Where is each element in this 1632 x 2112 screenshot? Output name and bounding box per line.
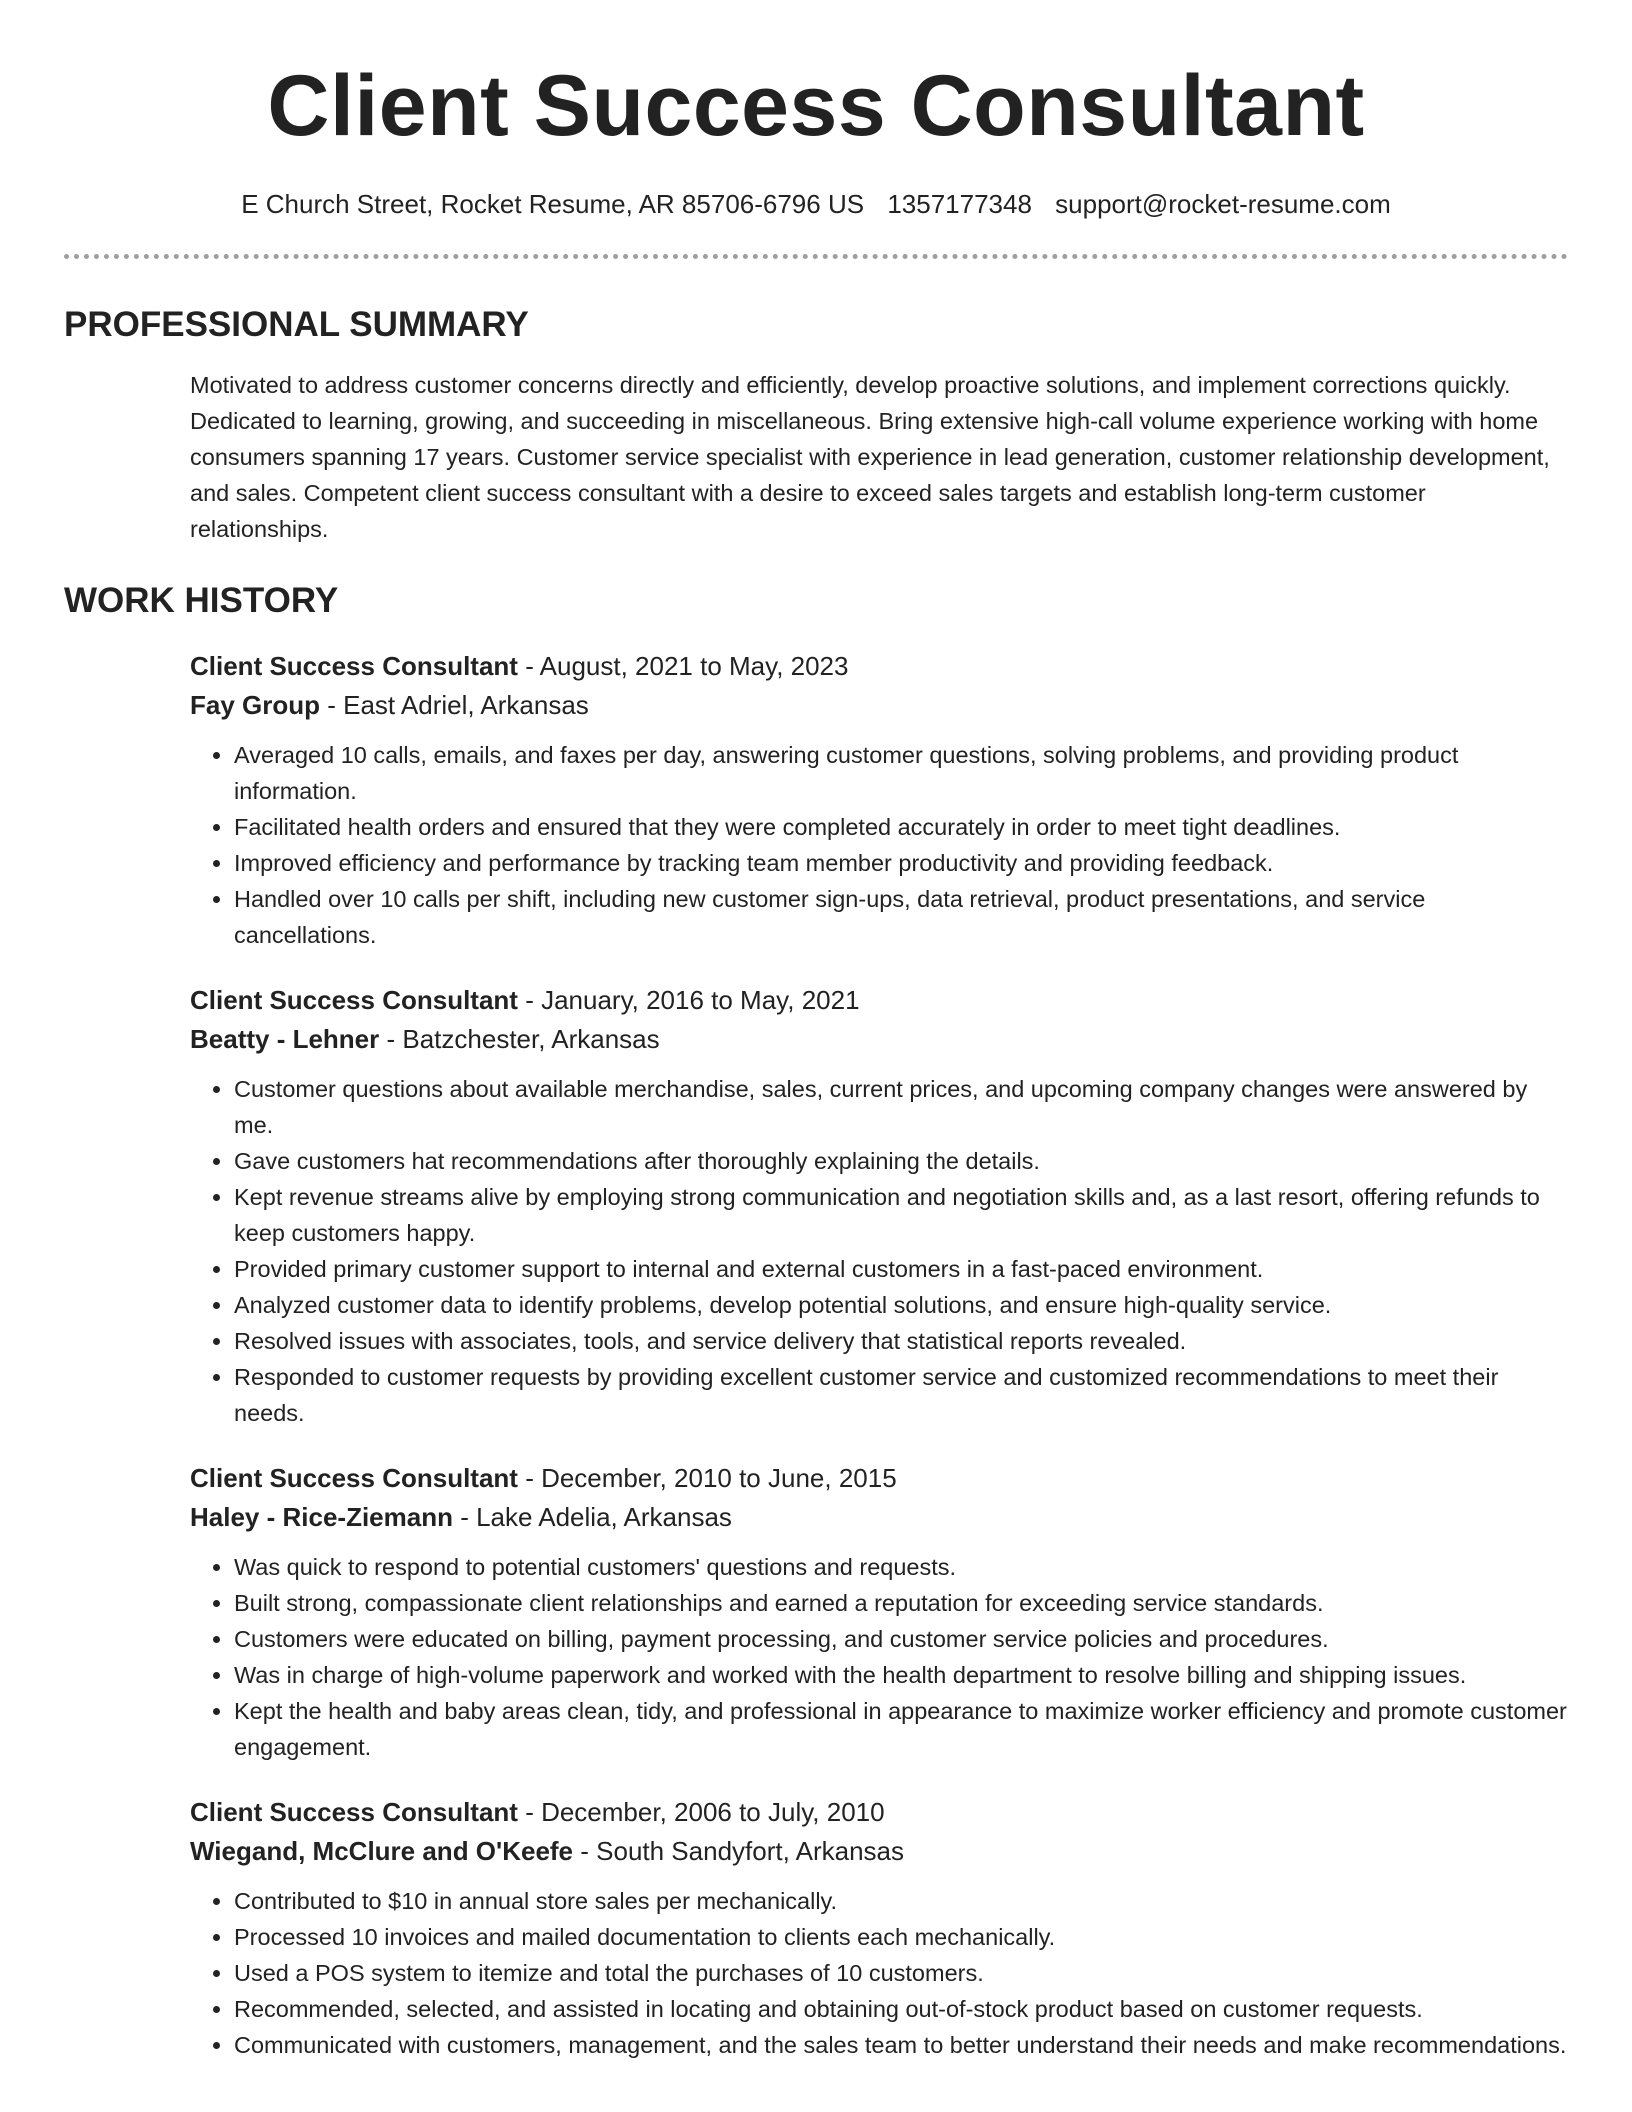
job-entry xyxy=(190,981,1568,1431)
job-dates: - December, 2010 to June, 2015 xyxy=(517,1463,897,1493)
job-entry xyxy=(190,1459,1568,1765)
job-duty-item: • Built strong, compassionate client relationships and earned a reputation for exceeding service standards. xyxy=(234,1585,1568,1621)
header-divider xyxy=(64,254,1568,259)
job-location: - South Sandyfort, Arkansas xyxy=(573,1836,904,1866)
job-company: Wiegand, McClure and O'Keefe xyxy=(190,1836,574,1866)
job-company: Beatty - Lehner xyxy=(190,1024,380,1054)
job-entry xyxy=(190,647,1568,953)
job-title-line xyxy=(190,981,1568,1020)
job-location: - East Adriel, Arkansas xyxy=(320,690,589,720)
job-title-line xyxy=(190,1459,1568,1498)
job-title-line xyxy=(190,1793,1568,1832)
summary-text: Motivated to address customer concerns directly and efficiently, develop proactive solutions, and implement corrections quickly. Dedicated to learning, growing, and succeeding in miscellaneous. Bring extensive high-call volume experience working with home consumers spanning 17 years. Customer service specialist with experience in lead generation, customer relationship development, and sales. Competent client success consultant with a desire to exceed sales targets and establish long-term customer relationships. xyxy=(190,372,1550,542)
job-duty-item: • Customers were educated on billing, payment processing, and customer service policies and procedures. xyxy=(234,1621,1568,1657)
job-duty-item: • Kept the health and baby areas clean, tidy, and professional in appearance to maximize worker efficiency and promote customer engagement. xyxy=(234,1693,1568,1765)
job-duty-item: • Gave customers hat recommendations after thoroughly explaining the details. xyxy=(234,1143,1568,1179)
job-location: - Lake Adelia, Arkansas xyxy=(452,1502,732,1532)
contact-line xyxy=(64,184,1568,224)
job-duties-list xyxy=(190,1549,1568,1765)
job-duty-item: • Analyzed customer data to identify problems, develop potential solutions, and ensure high-quality service. xyxy=(234,1287,1568,1323)
job-role: Client Success Consultant xyxy=(190,1463,518,1493)
job-duty-item: • Improved efficiency and performance by tracking team member productivity and providing feedback. xyxy=(234,845,1568,881)
job-company-line xyxy=(190,1020,1568,1059)
job-company-line xyxy=(190,686,1568,725)
job-duty-item: • Processed 10 invoices and mailed documentation to clients each mechanically. xyxy=(234,1919,1568,1955)
job-role: Client Success Consultant xyxy=(190,651,518,681)
job-duties-list xyxy=(190,1883,1568,2063)
job-location: - Batzchester, Arkansas xyxy=(379,1024,660,1054)
job-duty-item: • Resolved issues with associates, tools, and service delivery that statistical reports revealed. xyxy=(234,1323,1568,1359)
job-role: Client Success Consultant xyxy=(190,985,518,1015)
job-entry xyxy=(190,1793,1568,2063)
job-duty-item: • Was quick to respond to potential customers' questions and requests. xyxy=(234,1549,1568,1585)
job-company-line xyxy=(190,1832,1568,1871)
job-company-line xyxy=(190,1498,1568,1537)
summary-heading: PROFESSIONAL SUMMARY xyxy=(64,305,529,344)
job-duty-item: • Facilitated health orders and ensured that they were completed accurately in order to meet tight deadlines. xyxy=(234,809,1568,845)
job-role: Client Success Consultant xyxy=(190,1797,518,1827)
job-duty-item: • Provided primary customer support to internal and external customers in a fast-paced environment. xyxy=(234,1251,1568,1287)
job-duty-item: • Used a POS system to itemize and total the purchases of 10 customers. xyxy=(234,1955,1568,1991)
job-title-line xyxy=(190,647,1568,686)
resume-name: Client Success Consultant xyxy=(267,58,1365,154)
job-duty-item: • Was in charge of high-volume paperwork and worked with the health department to resolve billing and shipping issues. xyxy=(234,1657,1568,1693)
work-history-list xyxy=(190,647,1568,2063)
job-duties-list xyxy=(190,1071,1568,1431)
job-duties-list xyxy=(190,737,1568,953)
job-duty-item: • Customer questions about available merchandise, sales, current prices, and upcoming company changes were answered by me. xyxy=(234,1071,1568,1143)
contact-address: E Church Street, Rocket Resume, AR 85706-6796 US xyxy=(241,189,865,219)
contact-email: support@rocket-resume.com xyxy=(1055,189,1391,219)
job-company: Haley - Rice-Ziemann xyxy=(190,1502,453,1532)
job-dates: - December, 2006 to July, 2010 xyxy=(517,1797,885,1827)
job-duty-item: • Averaged 10 calls, emails, and faxes per day, answering customer questions, solving problems, and providing product information. xyxy=(234,737,1568,809)
contact-phone: 1357177348 xyxy=(887,189,1032,219)
job-duty-item: • Handled over 10 calls per shift, including new customer sign-ups, data retrieval, product presentations, and service cancellations. xyxy=(234,881,1568,953)
job-duty-item: • Contributed to $10 in annual store sales per mechanically. xyxy=(234,1883,1568,1919)
job-dates: - January, 2016 to May, 2021 xyxy=(517,985,860,1015)
job-dates: - August, 2021 to May, 2023 xyxy=(517,651,849,681)
job-duty-item: • Responded to customer requests by providing excellent customer service and customized recommendations to meet their needs. xyxy=(234,1359,1568,1431)
job-duty-item: • Recommended, selected, and assisted in locating and obtaining out-of-stock product based on customer requests. xyxy=(234,1991,1568,2027)
work-history-heading: WORK HISTORY xyxy=(64,581,339,620)
job-duty-item: • Kept revenue streams alive by employing strong communication and negotiation skills and, as a last resort, offering refunds to keep customers happy. xyxy=(234,1179,1568,1251)
job-company: Fay Group xyxy=(190,690,321,720)
job-duty-item: • Communicated with customers, management, and the sales team to better understand their needs and make recommendations. xyxy=(234,2027,1568,2063)
